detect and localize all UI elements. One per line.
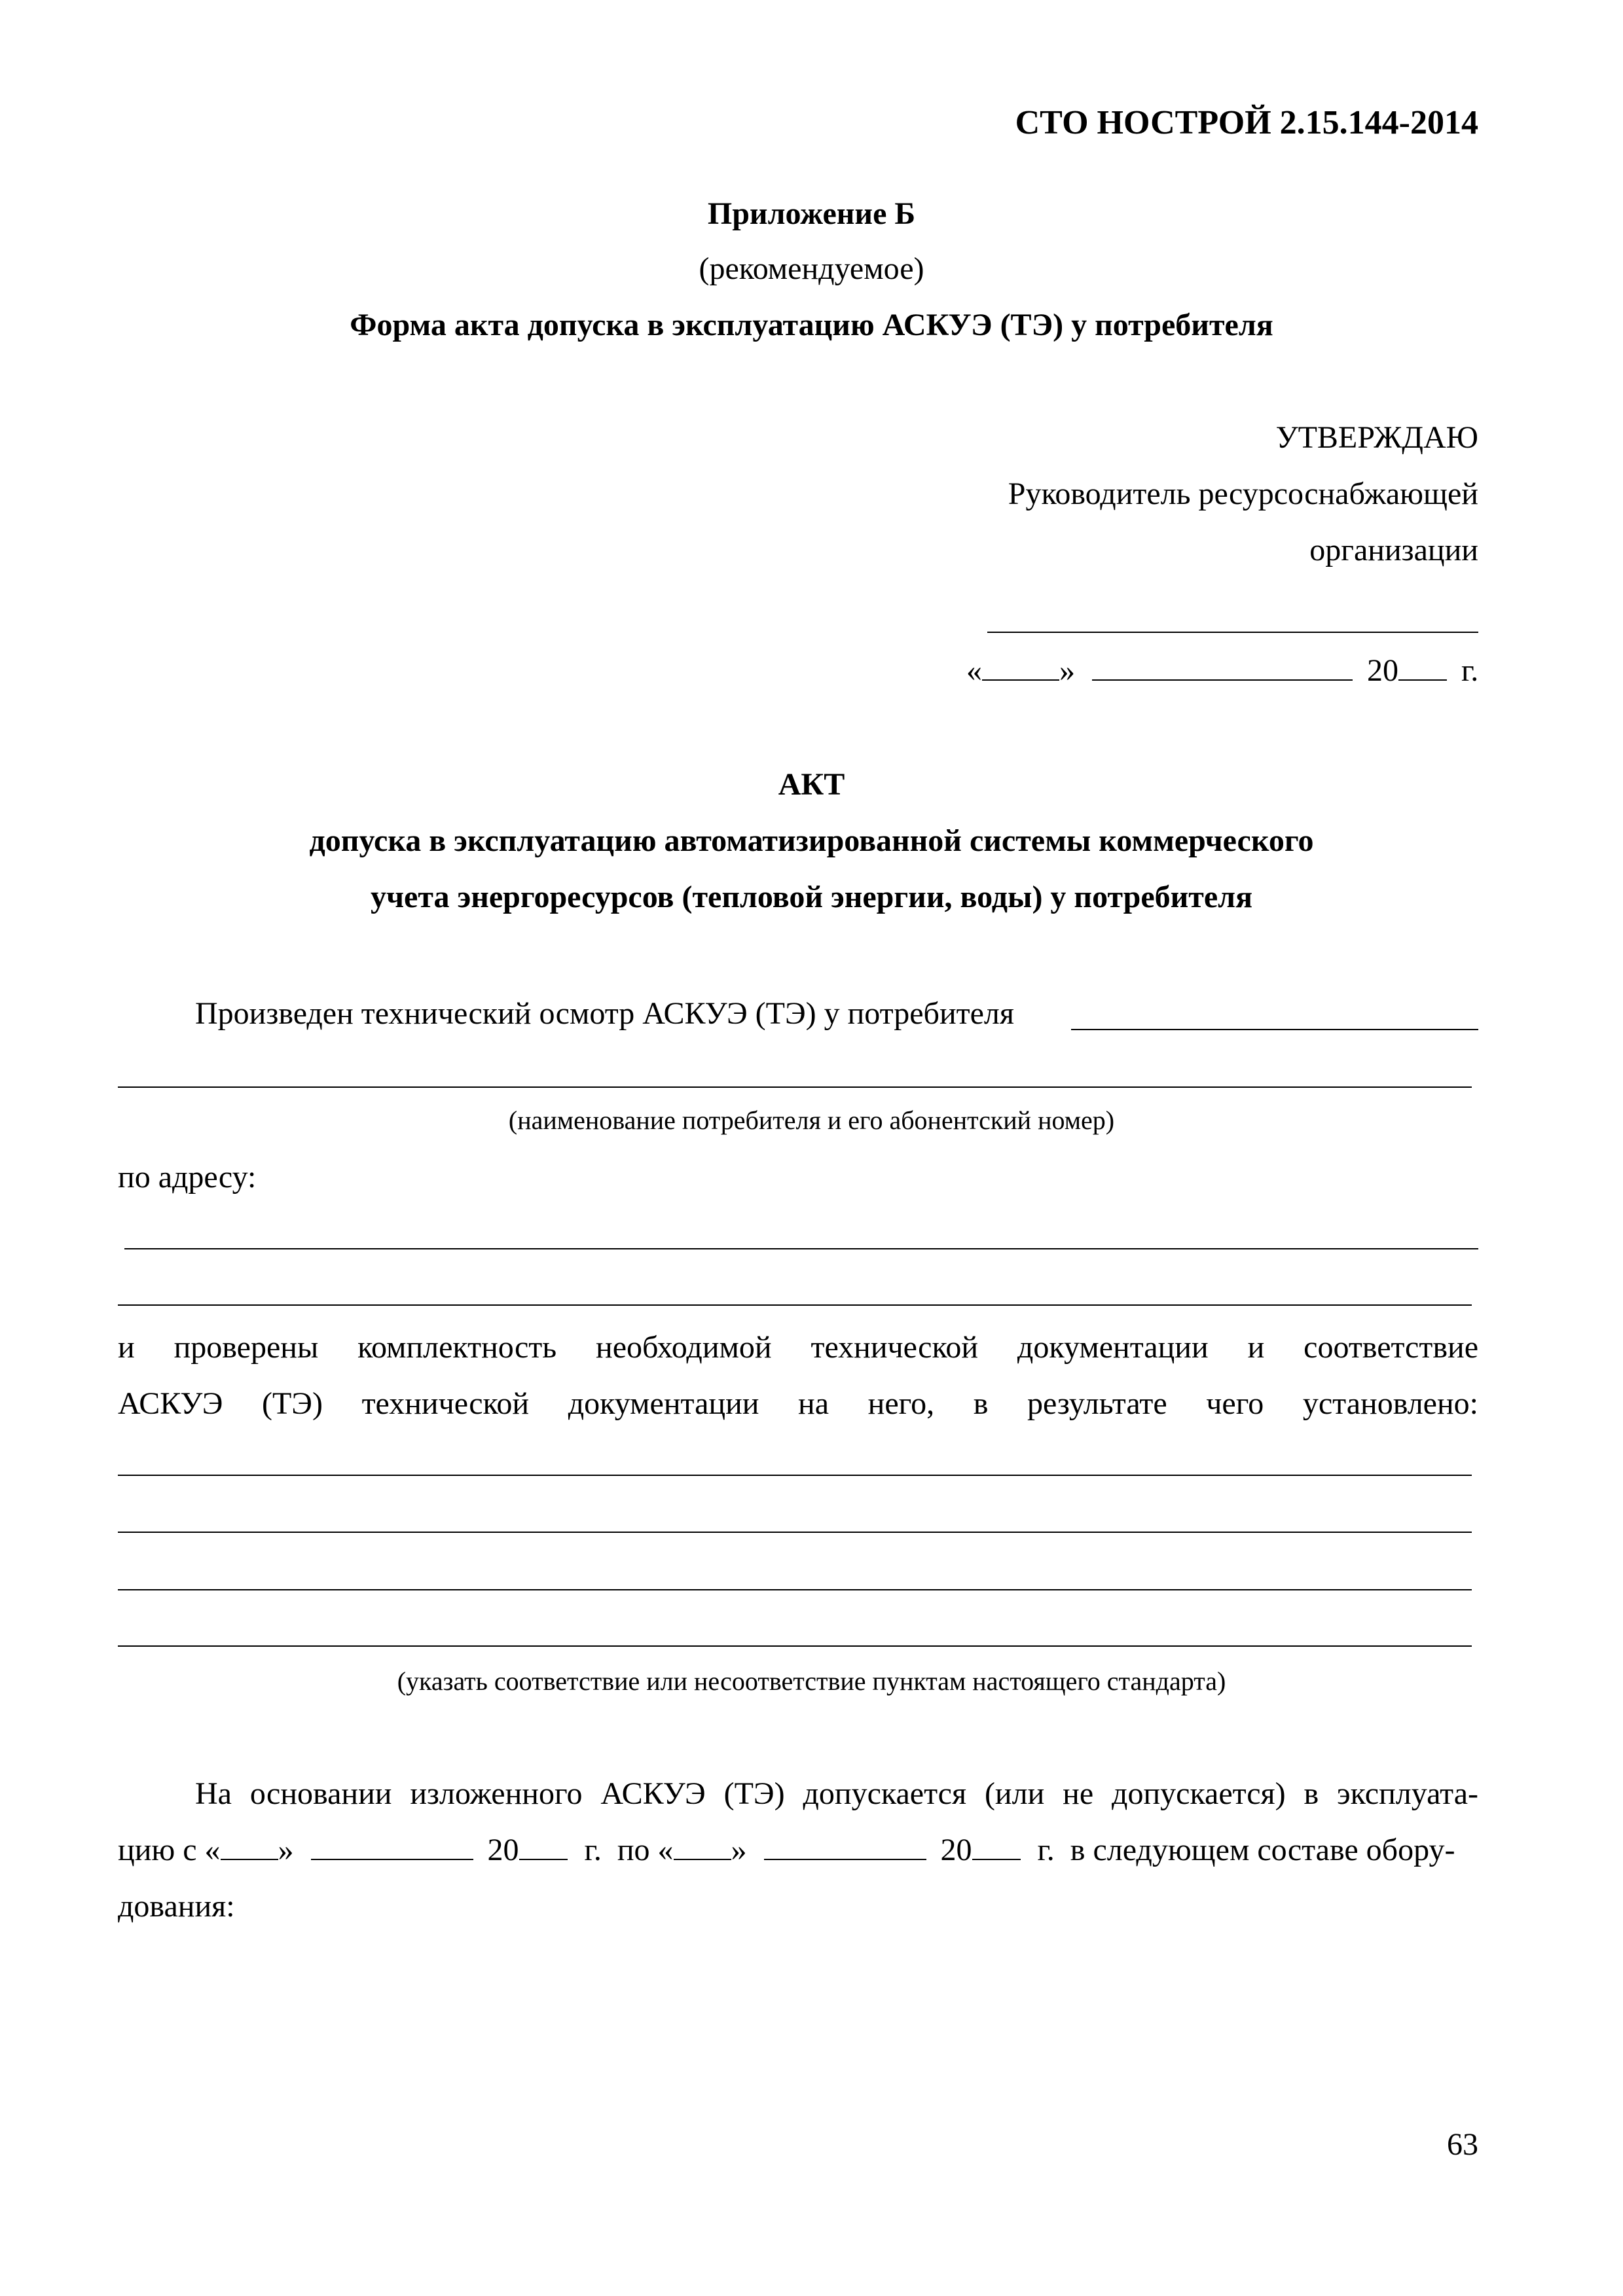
consumer-name-blank[interactable] (1071, 1029, 1478, 1030)
to-day-blank[interactable] (674, 1833, 731, 1860)
findings-blank-1[interactable] (118, 1475, 1472, 1476)
appendix-subtitle: (рекомендуемое) (699, 251, 924, 286)
approval-year-blank[interactable] (1398, 653, 1447, 681)
findings-blank-4[interactable] (118, 1645, 1472, 1647)
basis-text-line2: цию с « » 20 г. по « » 20 г. в следующем составе обору- (118, 1833, 1455, 1867)
findings-blank-2[interactable] (118, 1532, 1472, 1533)
approve-label: УТВЕРЖДАЮ (1275, 420, 1478, 455)
page-number: 63 (1447, 2127, 1478, 2162)
from-year-blank[interactable] (519, 1833, 568, 1860)
act-subtitle-line2: учета энергоресурсов (тепловой энергии, воды) у потребителя (370, 880, 1253, 914)
address-blank-2[interactable] (118, 1304, 1472, 1306)
act-subtitle-line1: допуска в эксплуатацию автоматизированной системы коммерческого (309, 823, 1314, 858)
from-month-blank[interactable] (311, 1833, 473, 1860)
approval-month-blank[interactable] (1092, 653, 1353, 681)
appendix-title: Приложение Б (707, 196, 916, 231)
approver-signature-line[interactable] (987, 632, 1478, 633)
inspection-text: Произведен технический осмотр АСКУЭ (ТЭ) у потребителя (195, 996, 1014, 1031)
approver-organization: организации (1309, 533, 1478, 567)
approval-day-blank[interactable] (982, 653, 1059, 681)
address-blank-1[interactable] (124, 1248, 1478, 1249)
address-label: по адресу: (118, 1160, 257, 1194)
compliance-caption: (указать соответствие или несоответствие пунктам настоящего стандарта) (397, 1666, 1226, 1696)
findings-blank-3[interactable] (118, 1589, 1472, 1590)
consumer-caption: (наименование потребителя и его абонентский номер) (508, 1105, 1115, 1135)
to-month-blank[interactable] (764, 1833, 926, 1860)
approver-position: Руководитель ресурсоснабжающей (1008, 476, 1478, 511)
approval-date-line: « » 20 г. (966, 653, 1479, 688)
form-title: Форма акта допуска в эксплуатацию АСКУЭ (ТЭ) у потребителя (350, 308, 1273, 342)
act-title: АКТ (778, 767, 845, 802)
checked-text-line1: и проверены комплектность необходимой технической документации и соответствие (118, 1330, 1478, 1365)
basis-text-line3: дования: (118, 1889, 235, 1924)
standard-code: СТО НОСТРОЙ 2.15.144-2014 (1015, 104, 1478, 141)
basis-text-line1: На основании изложенного АСКУЭ (ТЭ) допускается (или не допускается) в эксплуата- (195, 1776, 1478, 1811)
consumer-name-blank-2[interactable] (118, 1086, 1472, 1088)
to-year-blank[interactable] (972, 1833, 1021, 1860)
from-day-blank[interactable] (221, 1833, 278, 1860)
checked-text-line2: АСКУЭ (ТЭ) технической документации на него, в результате чего установлено: (118, 1386, 1478, 1421)
